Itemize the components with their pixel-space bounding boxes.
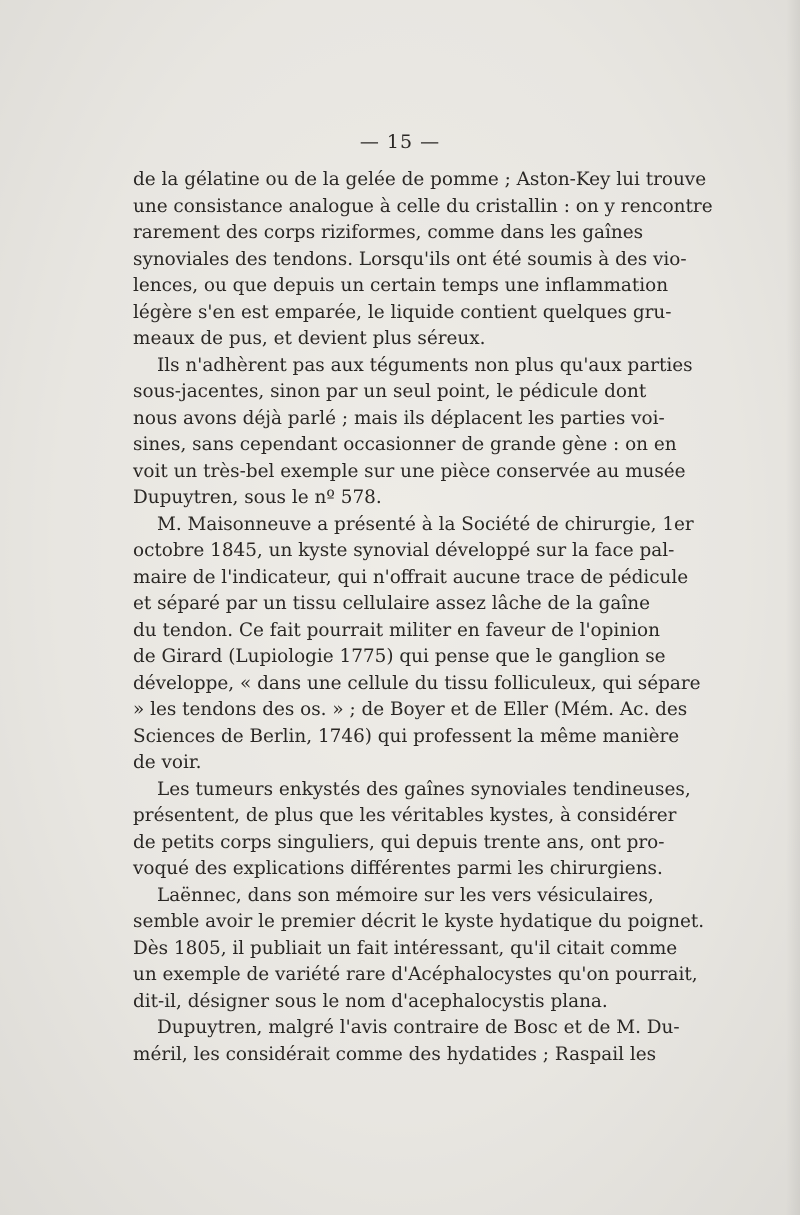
text-line: Les tumeurs enkystés des gaînes synoviales tendineuses, [157, 778, 691, 800]
text-line: rarement des corps riziformes, comme dans les gaînes [133, 222, 644, 243]
page-number: — 15 — [359, 131, 441, 153]
text-line: Dès 1805, il publiait un fait intéressant, qu'il citait comme [133, 937, 678, 959]
text-line: dit-il, désigner sous le nom d'acephalocystis plana. [133, 990, 608, 1012]
text-line: semble avoir le premier décrit le kyste hydatique du poignet. [133, 911, 705, 932]
text-line: voit un très-bel exemple sur une pièce conservée au musée [133, 460, 686, 482]
text-line: une consistance analogue à celle du cristallin : on y rencontre [133, 195, 713, 217]
text-line: méril, les considérait comme des hydatides ; Raspail les [133, 1043, 657, 1065]
text-line: développe, « dans une cellule du tissu folliculeux, qui sépare [133, 672, 701, 694]
text-line: de la gélatine ou de la gelée de pomme ; Aston-Key lui trouve [133, 169, 707, 190]
text-line: » les tendons des os. » ; de Boyer et de Eller (Mém. Ac. des [133, 699, 688, 720]
paragraph [133, 1015, 680, 1068]
text-line: Dupuytren, malgré l'avis contraire de Bosc et de M. Du- [157, 1017, 680, 1038]
text-line: et séparé par un tissu cellulaire assez lâche de la gaîne [133, 593, 651, 614]
text-line: Sciences de Berlin, 1746) qui professent la même manière [133, 725, 680, 747]
text-line: de voir. [133, 752, 202, 773]
body-text [133, 167, 713, 1068]
text-line: maire de l'indicateur, qui n'offrait aucune trace de pédicule [133, 566, 689, 588]
paragraph [133, 353, 693, 512]
text-line: sous-jacentes, sinon par un seul point, le pédicule dont [133, 381, 647, 402]
text-line: Laënnec, dans son mémoire sur les vers vésiculaires, [157, 884, 654, 906]
paragraph [133, 512, 701, 777]
text-line: de Girard (Lupiologie 1775) qui pense que le ganglion se [133, 646, 666, 667]
paragraph [133, 167, 713, 353]
text-line: légère s'en est emparée, le liquide contient quelques gru- [133, 301, 672, 323]
text-line: un exemple de variété rare d'Acéphalocystes qu'on pourrait, [133, 964, 698, 985]
text-line: Ils n'adhèrent pas aux téguments non plus qu'aux parties [157, 354, 693, 376]
text-line: octobre 1845, un kyste synovial développé sur la face pal- [133, 540, 675, 561]
text-line: de petits corps singuliers, qui depuis trente ans, ont pro- [133, 831, 665, 853]
text-line: Dupuytren, sous le nº 578. [133, 487, 382, 508]
text-line: M. Maisonneuve a présenté à la Société de chirurgie, 1er [157, 513, 694, 535]
text-line: nous avons déjà parlé ; mais ils déplacent les parties voi- [133, 407, 665, 429]
text-line: lences, ou que depuis un certain temps une inflammation [133, 275, 669, 296]
page-edge-shadow [786, 0, 800, 1215]
paragraph [133, 883, 705, 1016]
paragraph [133, 777, 691, 883]
text-line: du tendon. Ce fait pourrait militer en faveur de l'opinion [133, 619, 660, 641]
text-line: synoviales des tendons. Lorsqu'ils ont été soumis à des vio- [133, 248, 687, 270]
text-line: présentent, de plus que les véritables kystes, à considérer [133, 805, 677, 826]
text-line: sines, sans cependant occasionner de grande gène : on en [133, 434, 677, 455]
text-line: voqué des explications différentes parmi les chirurgiens. [133, 858, 663, 879]
text-line: meaux de pus, et devient plus séreux. [133, 328, 486, 349]
